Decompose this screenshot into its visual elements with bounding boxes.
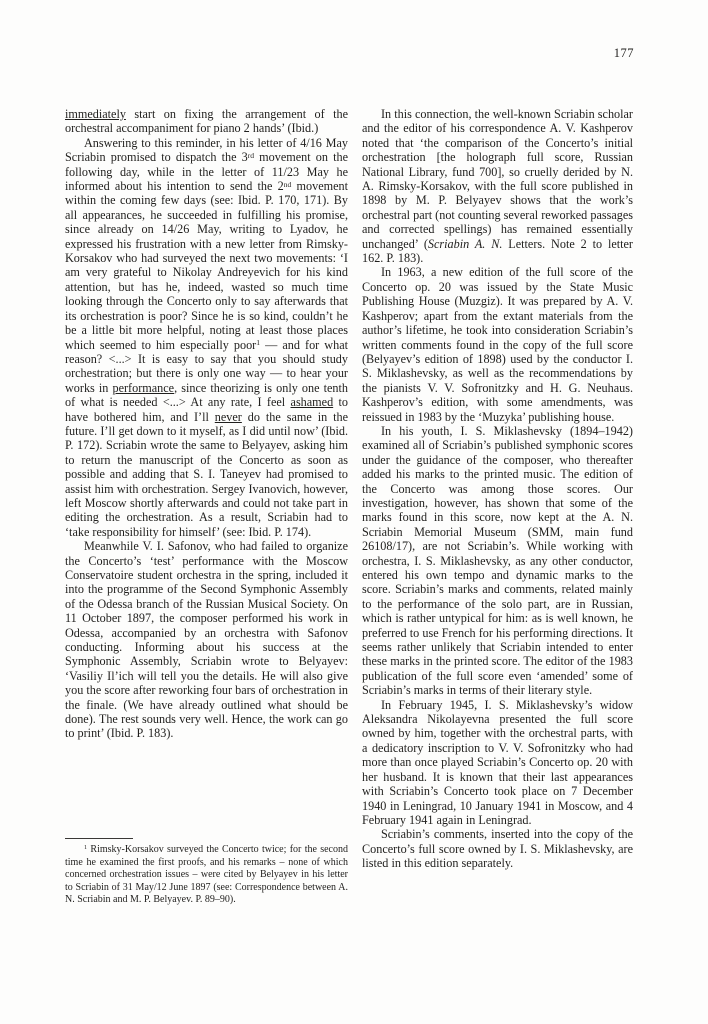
text-run: In his youth, I. S. Miklashevsky (1894–1942) examined all of Scriabin’s published symphonic scores under the guidance of the composer, who thereafter added his marks to the printed music. The edition of the Concerto was among those scores. Our investigation, however, has shown that some of the marks found in this score, now kept at the A. N. Scriabin Memorial Museum (SMM, main fund 26108/17), are not Scriabin’s. While working with orchestra, I. S. Miklashevsky, as any other conductor, entered his own tempo and dynamic marks to the score. Scriabin’s marks and comments, related mainly to the performance of the solo part, are in Russian, which is rather untypical for him: as is well known, he preferred to use French for his performing directions. It seems rather unlikely that Scriabin intended to enter these marks in the printed score. The editor of the 1983 publication of the full score even ‘amended’ some of Scriabin’s marks in terms of their literary style. bbox=[362, 423, 633, 698]
underlined-text: ashamed bbox=[290, 395, 334, 410]
footnote-block bbox=[65, 838, 348, 907]
text-run: Letters. Note 2 to letter 162. P. 183). bbox=[362, 236, 633, 266]
underlined-text: performance bbox=[112, 380, 175, 395]
text-run: , since theorizing is only one tenth of what is needed <...> At any rate, I feel bbox=[65, 380, 348, 410]
text-run: movement within the coming few days (see: Ibid. P. 170, 171). By all appearances, he succeeded in fulfilling his promise, since already on 14/26 May, writing to Lyadov, he expressed his frustration with a new letter from Rimsky-Korsakov who had surveyed the next two movements: ‘I am very grateful to Nikolay Andreyevich for his kind attention, but has he, indeed, wasted so much time looking through the Concerto only to say afterwards that its orchestration is poor? Since he is so kind, couldn’t he be a little bit more helpful, noting at least those places which seemed to him especially poor bbox=[65, 179, 348, 352]
superscript: nd bbox=[283, 179, 292, 189]
footnote-separator-rule bbox=[65, 838, 133, 839]
paragraph bbox=[362, 424, 633, 698]
left-column bbox=[65, 107, 348, 741]
text-run: In 1963, a new edition of the full score of the Concerto op. 20 was issued by the State Music Publishing House (Muzgiz). It was prepared by A. V. Kashperov; apart from the extant materials from the author’s lifetime, he took into consideration Scriabin’s written comments found in the copy of the full score (Belyayev’s edition of 1898) used by the conductor I. S. Miklashevsky, as well as the recommendations by the pianists V. V. Sofronitzky and H. G. Neuhaus. Kashperov’s edition, with some amendments, was reissued in 1983 by the ‘Muzyka’ publishing house. bbox=[362, 265, 633, 424]
right-column bbox=[362, 107, 633, 871]
underlined-text: never bbox=[214, 409, 242, 424]
text-run: movement on the following day, while in the letter of 11/23 May he informed about his intention to send the 2 bbox=[65, 150, 348, 194]
text-run: — and for what reason? <...> It is easy to say that you should study orchestration; but there is only one way — to hear your works in bbox=[65, 337, 348, 395]
underlined-text: immediately bbox=[65, 107, 126, 121]
italic-text: Scriabin A. N. bbox=[427, 236, 503, 251]
text-run: In this connection, the well-known Scriabin scholar and the editor of his correspondence A. V. Kashperov noted that ‘the comparison of the Concerto’s initial orchestration [the holograph full score, Russian National Library, fund 700], so cruelly derided by N. A. Rimsky-Korsakov, with the full score published in 1898 by M. P. Belyayev shows that the work’s orchestral part (not counting several reworked passages and corrected spellings) has remained essentially unchanged’ ( bbox=[362, 107, 633, 251]
text-run: to have bothered him, and I’ll bbox=[65, 395, 348, 424]
footnote-text bbox=[65, 844, 348, 907]
paragraph bbox=[362, 827, 633, 870]
paragraph bbox=[65, 539, 348, 741]
superscript: 1 bbox=[84, 844, 88, 852]
text-run: Scriabin’s comments, inserted into the copy of the Concerto’s full score owned by I. S. Miklashevsky, are listed in this edition separately. bbox=[362, 827, 633, 871]
text-run: Rimsky-Korsakov surveyed the Concerto twice; for the second time he examined the first proofs, and his remarks – none of which concerned orchestration issues – were cited by Belyayev in his letter to Scriabin of 31 May/12 June 1897 (see: Correspondence between A. N. Scriabin and M. P. Belyayev. P. 89–90). bbox=[65, 844, 348, 906]
paragraph bbox=[65, 136, 348, 539]
text-run: start on fixing the arrangement of the orchestral accompaniment for piano 2 hands’ (Ibid.) bbox=[65, 107, 348, 136]
superscript: 1 bbox=[256, 338, 260, 348]
text-run: Answering to this reminder, in his letter of 4/16 May Scriabin promised to dispatch the 3 bbox=[65, 135, 348, 165]
paragraph bbox=[65, 107, 348, 136]
paragraph bbox=[362, 698, 633, 828]
paragraph bbox=[362, 107, 633, 265]
text-run: do the same in the future. I’ll get down to it myself, as I did until now’ (Ibid. P. 172). Scriabin wrote the same to Belyayev, asking him to return the manuscript of the Concerto as soon as possible and adding that S. I. Taneyev had promised to assist him with orchestration. Sergey Ivanovich, however, left Moscow shortly afterwards and could not take part in editing the orchestration. As a result, Scriabin had to ‘take responsibility for himself’ (see: Ibid. P. 174). bbox=[65, 409, 348, 539]
text-run: In February 1945, I. S. Miklashevsky’s widow Aleksandra Nikolayevna presented the full score owned by him, together with the orchestral parts, with a dedicatory inscription to V. V. Sofronitzky who had more than once played Scriabin’s Concerto op. 20 with her husband. It is known that their last appearances with Scriabin’s Concerto took place on 7 December 1940 in Leningrad, 10 January 1941 in Moscow, and 4 February 1941 again in Leningrad. bbox=[362, 697, 633, 827]
paragraph bbox=[362, 265, 633, 423]
superscript: rd bbox=[247, 150, 255, 160]
page-number: 177 bbox=[613, 46, 634, 60]
text-run: Meanwhile V. I. Safonov, who had failed to organize the Concerto’s ‘test’ performance with the Moscow Conservatoire student orchestra in the spring, included it into the programme of the Second Symphonic Assembly of the Odessa branch of the Russian Musical Society. On 11 October 1897, the composer performed his work in Odessa, accompanied by an orchestra with Safonov conducting. Informing about his success at the Symphonic Assembly, Scriabin wrote to Belyayev: ‘Vasiliy Il’ich will tell you the details. He will also give you the score after reworking four bars of orchestration in the finale. (We have already outlined what should be done). The rest sounds very well. Hence, the work can go to print’ (Ibid. P. 183). bbox=[65, 539, 348, 741]
